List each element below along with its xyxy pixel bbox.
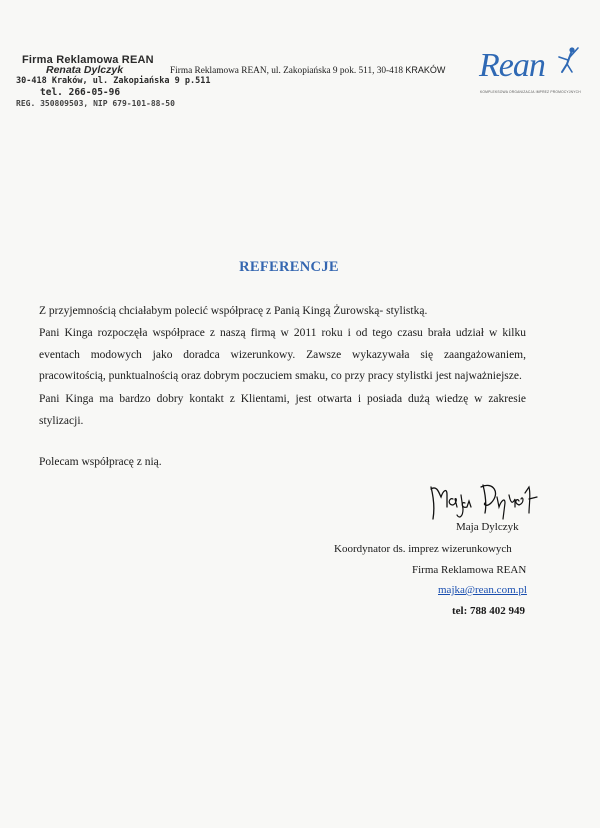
signatory-email-link[interactable]: majka@rean.com.pl xyxy=(438,584,527,596)
stamp-address: 30-418 Kraków, ul. Zakopiańska 9 p.511 xyxy=(16,76,211,86)
signatory-name: Maja Dylczyk xyxy=(456,521,519,533)
stamp-company-name: Firma Reklamowa REAN xyxy=(22,54,154,66)
letter-paragraph-3: Pani Kinga ma bardzo dobry kontakt z Klientami, jest otwarta i posiada dużą wiedzę w zakresie stylizacji. xyxy=(39,393,526,427)
stamp-owner-name: Renata Dylczyk xyxy=(46,64,124,76)
header-city: KRAKÓW xyxy=(405,65,446,75)
signatory-phone: tel: 788 402 949 xyxy=(452,605,526,617)
header-address-text: Firma Reklamowa REAN, ul. Zakopiańska 9 pok. 511, 30-418 xyxy=(170,66,404,76)
company-stamp xyxy=(16,54,211,120)
header-address xyxy=(170,65,445,76)
letter-paragraph-2: Pani Kinga rozpoczęła współprace z naszą firmą w 2011 roku i od tego czasu brała udział w kilku eventach modowych jako doradca wizerunkowy. Zawsze wykazywała się zaangażowaniem, pracowitością, punktualnością oraz dobrym poczuciem smaku, co przy pracy stylistki jest najważniejsze. xyxy=(39,327,526,382)
signatory-company: Firma Reklamowa REAN xyxy=(412,564,527,576)
logo-tagline: KOMPLEKSOWA ORGANIZACJA IMPREZ PROMOCYJNYCH xyxy=(480,90,581,94)
dancer-icon xyxy=(550,42,590,82)
stamp-phone: tel. 266-05-96 xyxy=(40,87,121,98)
letter-paragraph-1: Z przyjemnością chciałabym polecić współpracę z Panią Kingą Żurowską- stylistką. xyxy=(39,305,428,317)
stamp-registration: REG. 350809503, NIP 679-101-88-50 xyxy=(16,99,175,108)
letter-title: REFERENCJE xyxy=(239,259,339,275)
rean-logo xyxy=(478,42,582,106)
signatory-role: Koordynator ds. imprez wizerunkowych xyxy=(334,543,512,555)
logo-wordmark: Rean xyxy=(479,47,545,84)
letter-paragraph-4: Polecam współpracę z nią. xyxy=(39,456,162,468)
